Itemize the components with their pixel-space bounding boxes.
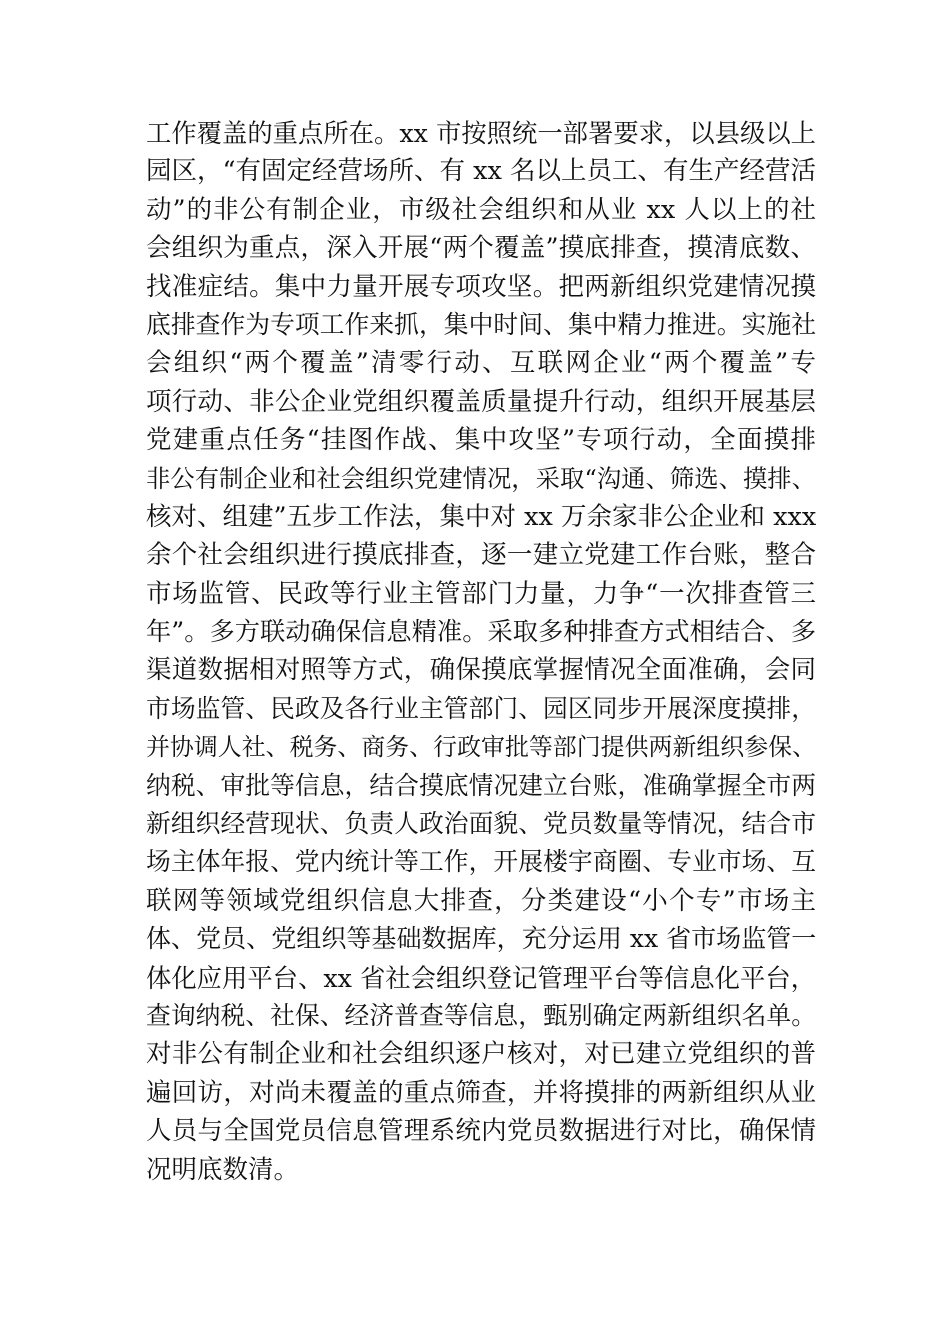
text-line: 会组织为重点，深入开展“两个覆盖”摸底排查，摸清底数、 [146, 233, 816, 264]
text-line: 纳税、审批等信息，结合摸底情况建立台账，准确掌握全市两 [146, 770, 816, 800]
text-line: 余个社会组织进行摸底排查，逐一建立党建工作台账，整合 [146, 540, 816, 571]
text-line: 况明底数清。 [146, 1154, 300, 1185]
text-line: 底排查作为专项工作来抓，集中时间、集中精力推进。实施社 [146, 309, 816, 339]
text-line: 对非公有制企业和社会组织逐户核对，对已建立党组织的普 [146, 1039, 816, 1070]
text-line: 联网等领域党组织信息大排查，分类建设“小个专”市场主 [146, 885, 816, 916]
text-line: 项行动、非公企业党组织覆盖质量提升行动，组织开展基层 [146, 386, 816, 417]
text-line: 工作覆盖的重点所在。xx 市按照统一部署要求，以县级以上 [146, 118, 816, 148]
text-line: 市场监管、民政等行业主管部门力量，力争“一次排查管三 [146, 578, 816, 609]
text-line: 找准症结。集中力量开展专项攻坚。把两新组织党建情况摸 [146, 271, 816, 302]
text-line: 市场监管、民政及各行业主管部门、园区同步开展深度摸排， [146, 693, 816, 723]
body-paragraph [146, 114, 816, 1189]
text-line: 年”。多方联动确保信息精准。采取多种排查方式相结合、多 [146, 617, 816, 647]
text-line: 党建重点任务“挂图作战、集中攻坚”专项行动，全面摸排 [146, 425, 816, 456]
text-line: 核对、组建”五步工作法，集中对 xx 万余家非公企业和 xxx [146, 501, 817, 532]
text-line: 非公有制企业和社会组织党建情况，采取“沟通、筛选、摸排、 [146, 463, 816, 493]
text-line: 园区，“有固定经营场所、有 xx 名以上员工、有生产经营活 [146, 156, 817, 187]
text-line: 场主体年报、党内统计等工作，开展楼宇商圈、专业市场、互 [146, 847, 816, 877]
text-line: 并协调人社、税务、商务、行政审批等部门提供两新组织参保、 [146, 733, 816, 762]
text-line: 体、党员、党组织等基础数据库，充分运用 xx 省市场监管一 [146, 924, 817, 954]
text-line: 人员与全国党员信息管理系统内党员数据进行对比，确保情 [146, 1116, 816, 1147]
text-line: 遍回访，对尚未覆盖的重点筛查，并将摸排的两新组织从业 [146, 1077, 816, 1108]
text-line: 动”的非公有制企业，市级社会组织和从业 xx 人以上的社 [146, 194, 816, 225]
text-line: 会组织“两个覆盖”清零行动、互联网企业“两个覆盖”专 [146, 348, 816, 379]
text-line: 渠道数据相对照等方式，确保摸底掌握情况全面准确，会同 [146, 655, 816, 686]
text-line: 新组织经营现状、负责人政治面貌、党员数量等情况，结合市 [146, 809, 816, 839]
text-line: 体化应用平台、xx 省社会组织登记管理平台等信息化平台， [146, 962, 816, 993]
text-line: 查询纳税、社保、经济普查等信息，甄别确定两新组织名单。 [146, 1000, 816, 1030]
